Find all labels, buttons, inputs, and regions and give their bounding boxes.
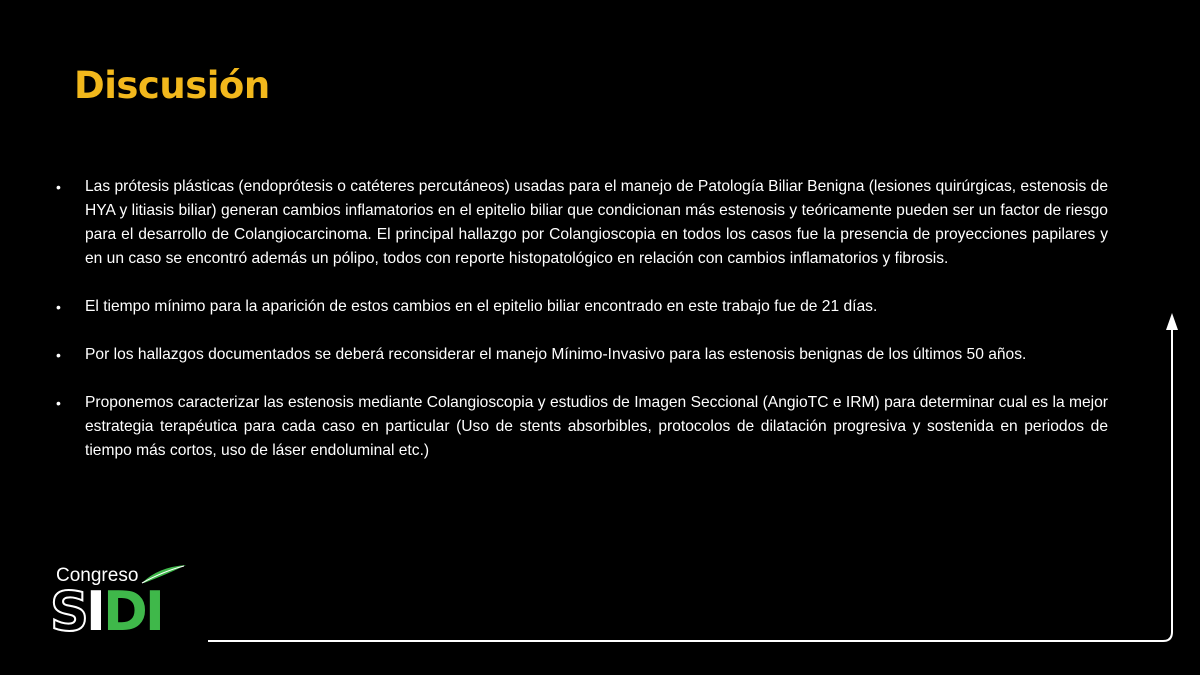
congreso-sidi-logo: [50, 563, 200, 645]
bullet-dot: •: [56, 179, 61, 195]
logo-letters-di: DI: [103, 580, 162, 643]
bullet-text: Por los hallazgos documentados se deberá reconsiderar el manejo Mínimo-Invasivo para las estenosis benignas de los últimos 50 años.: [85, 346, 1027, 363]
logo-congreso-text: Congreso: [56, 565, 139, 586]
slide-title: Discusión: [74, 64, 270, 107]
logo-sidi-wordmark: [50, 580, 162, 643]
bullet-text: El tiempo mínimo para la aparición de estos cambios en el epitelio biliar encontrado en este trabajo fue de 21 días.: [85, 298, 878, 315]
bullet-text: Proponemos caracterizar las estenosis mediante Colangioscopia y estudios de Imagen Seccional (AngioTC e IRM) para determinar cual es la mejor estrategia terapéutica para cada caso en particular (Uso de stents absorbibles, protocolos de dilatación progresiva y sostenida en periodos de tiempo más cortos, uso de láser endoluminal etc.): [85, 394, 1108, 459]
bullet-dot: •: [56, 299, 61, 315]
bullet-dot: •: [56, 395, 61, 411]
logo-letter-i: I: [85, 580, 103, 643]
bullet-text: Las prótesis plásticas (endoprótesis o catéteres percutáneos) usadas para el manejo de Patología Biliar Benigna (lesiones quirúrgicas, estenosis de HYA y litiasis biliar) generan cambios inflamatorios en el epitelio biliar que condicionan más estenosis y teóricamente pueden ser un factor de riesgo para el desarrollo de Colangiocarcinoma. El principal hallazgo por Colangioscopia en todos los casos fue la presencia de proyecciones papilares y en un caso se encontró además un pólipo, todos con reporte histopatológico en relación con cambios inflamatorios y fibrosis.: [85, 178, 1108, 267]
logo-letter-s: S: [50, 580, 86, 643]
bullet-dot: •: [56, 347, 61, 363]
